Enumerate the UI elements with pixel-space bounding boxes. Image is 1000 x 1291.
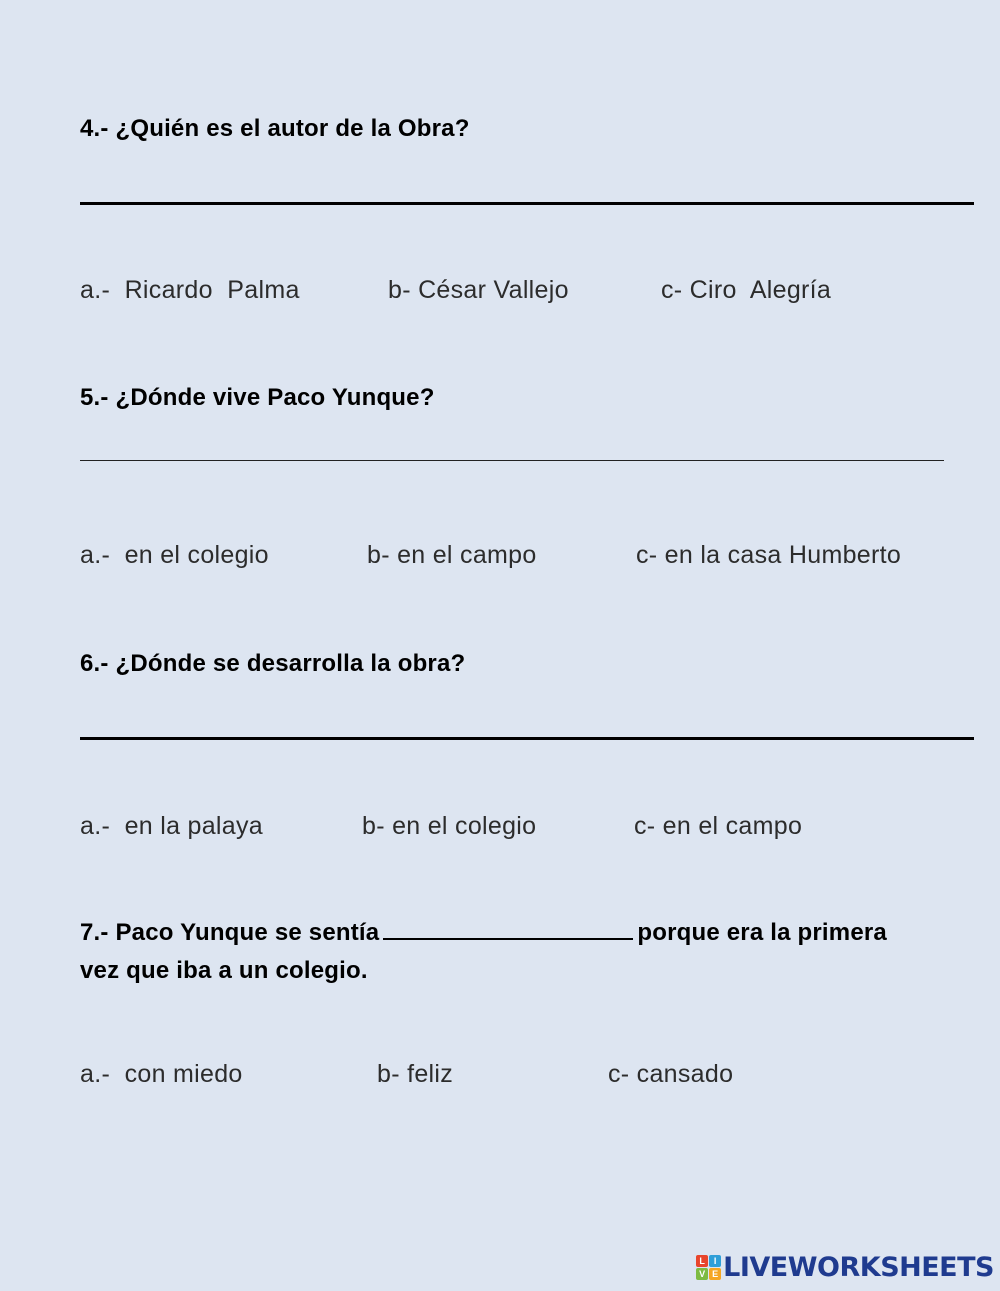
option-4a[interactable]: a.- Ricardo Palma xyxy=(80,276,300,304)
question-6: 6.- ¿Dónde se desarrolla la obra? xyxy=(80,650,466,677)
liveworksheets-logo xyxy=(696,1252,994,1283)
logo-letter-l: L xyxy=(696,1255,708,1267)
logo-letter-e: E xyxy=(709,1268,721,1280)
logo-letter-i: I xyxy=(709,1255,721,1267)
logo-text: LIVEWORKSHEETS xyxy=(723,1252,994,1283)
option-4c[interactable]: c- Ciro Alegría xyxy=(661,276,832,304)
answer-line-6[interactable] xyxy=(80,737,974,740)
question-4: 4.- ¿Quién es el autor de la Obra? xyxy=(80,115,470,142)
option-4b[interactable]: b- César Vallejo xyxy=(388,276,569,304)
fill-in-blank[interactable] xyxy=(383,916,633,940)
option-6b[interactable]: b- en el colegio xyxy=(362,812,537,840)
option-7a[interactable]: a.- con miedo xyxy=(80,1060,243,1088)
answer-line-4[interactable] xyxy=(80,202,974,205)
logo-grid-icon xyxy=(696,1255,721,1280)
answer-line-5[interactable] xyxy=(80,460,944,461)
question-7-text-after: porque era la primera xyxy=(637,919,887,946)
option-5a[interactable]: a.- en el colegio xyxy=(80,541,269,569)
question-7 xyxy=(80,914,960,990)
option-5b[interactable]: b- en el campo xyxy=(367,541,537,569)
option-7b[interactable]: b- feliz xyxy=(377,1060,454,1088)
option-6a[interactable]: a.- en la palaya xyxy=(80,812,263,840)
question-5: 5.- ¿Dónde vive Paco Yunque? xyxy=(80,384,435,411)
question-7-text-before: 7.- Paco Yunque se sentía xyxy=(80,919,380,946)
option-7c[interactable]: c- cansado xyxy=(608,1060,734,1088)
question-7-text-line2: vez que iba a un colegio. xyxy=(80,957,368,984)
logo-letter-v: V xyxy=(696,1268,708,1280)
option-5c[interactable]: c- en la casa Humberto xyxy=(636,541,902,569)
option-6c[interactable]: c- en el campo xyxy=(634,812,803,840)
